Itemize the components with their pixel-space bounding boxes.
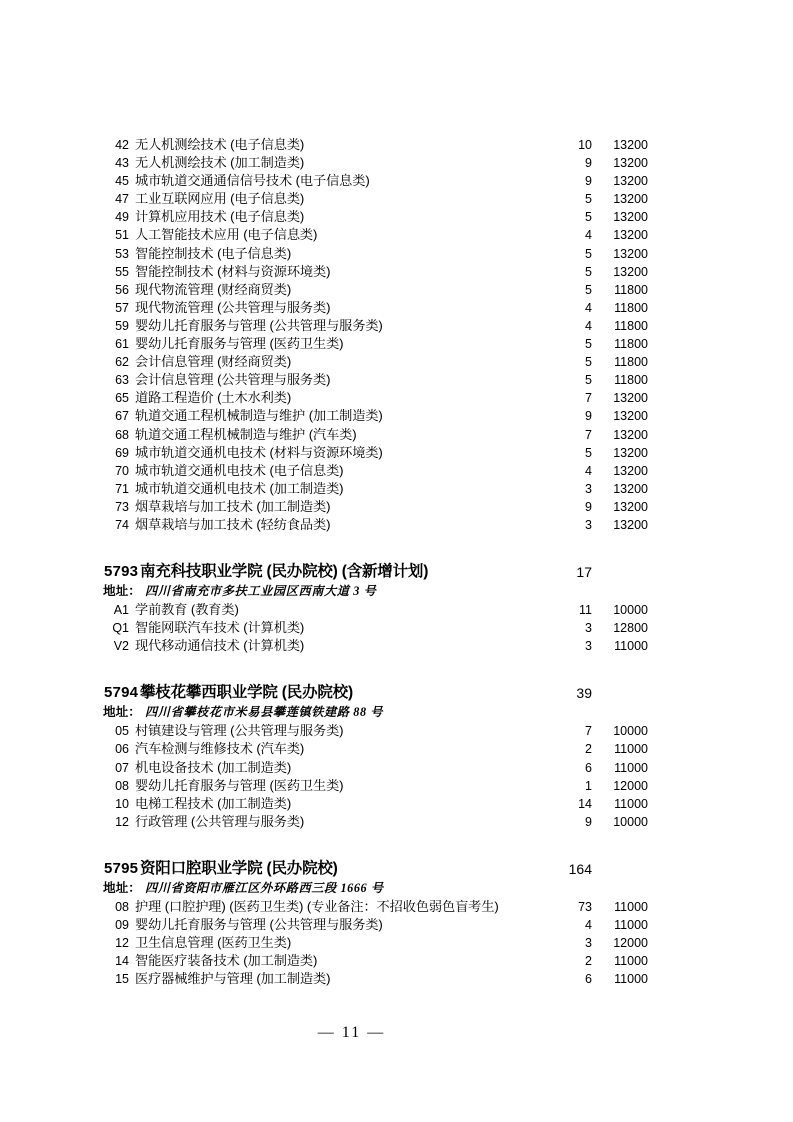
major-name: 智能网联汽车技术 (计算机类)	[135, 620, 305, 636]
major-code: 53	[115, 246, 129, 261]
school-name: 攀枝花攀西职业学院 (民办院校)	[140, 684, 353, 702]
major-plan-count: 7	[585, 724, 592, 739]
major-name: 会计信息管理 (公共管理与服务类)	[135, 372, 331, 388]
major-row	[103, 795, 663, 813]
major-plan-count: 7	[585, 391, 592, 406]
major-plan-count: 6	[585, 972, 592, 987]
major-row	[103, 601, 663, 619]
major-name: 智能控制技术 (电子信息类)	[135, 245, 292, 261]
major-plan-count: 3	[585, 481, 592, 496]
school-code: 5795	[104, 859, 139, 877]
major-plan-count: 5	[585, 337, 592, 352]
major-code: 09	[115, 918, 129, 932]
major-name: 会计信息管理 (财经商贸类)	[135, 354, 292, 370]
major-code: 47	[115, 192, 129, 207]
major-row	[103, 722, 663, 740]
major-row	[103, 916, 663, 934]
major-tuition-fee: 12000	[613, 936, 648, 951]
address-label: 地址：	[103, 705, 141, 720]
school-major-rows	[103, 898, 663, 988]
school-blocks	[103, 534, 663, 988]
major-code: 12	[115, 814, 129, 829]
major-plan-count: 9	[585, 814, 592, 829]
major-row	[103, 934, 663, 952]
major-name: 城市轨道交通通信信号技术 (电子信息类)	[135, 173, 370, 189]
major-tuition-fee: 13200	[613, 138, 648, 152]
major-row	[103, 245, 663, 263]
major-name: 烟草栽培与加工技术 (轻纺食品类)	[135, 516, 331, 532]
major-plan-count: 5	[585, 355, 592, 370]
major-tuition-fee: 13200	[613, 445, 648, 460]
major-row	[103, 226, 663, 244]
major-row	[103, 317, 663, 335]
major-code: 08	[115, 899, 129, 914]
major-plan-count: 5	[585, 264, 592, 279]
major-row	[103, 759, 663, 777]
major-name: 村镇建设与管理 (公共管理与服务类)	[135, 723, 344, 739]
major-code: A1	[113, 603, 129, 618]
major-name: 汽车检测与维修技术 (汽车类)	[135, 741, 305, 757]
major-tuition-fee: 13200	[613, 391, 648, 406]
major-name: 无人机测绘技术 (加工制造类)	[135, 155, 305, 171]
major-plan-count: 5	[585, 210, 592, 225]
major-plan-count: 4	[585, 463, 592, 478]
major-tuition-fee: 13200	[613, 210, 648, 225]
major-row	[103, 263, 663, 281]
major-plan-count: 9	[585, 499, 592, 514]
school-header	[103, 561, 663, 583]
major-tuition-fee: 10000	[613, 603, 648, 618]
major-tuition-fee: 10000	[613, 724, 648, 739]
school-total-count: 17	[576, 564, 592, 581]
major-name: 卫生信息管理 (医药卫生类)	[135, 935, 292, 951]
major-row	[103, 619, 663, 637]
page-number: — 11 —	[317, 1024, 386, 1041]
major-code: 63	[115, 373, 129, 388]
major-tuition-fee: 13200	[613, 517, 648, 532]
major-code: 10	[115, 796, 129, 811]
major-code: 65	[115, 391, 129, 406]
major-code: 07	[115, 760, 129, 775]
major-row	[103, 444, 663, 462]
major-row	[103, 970, 663, 988]
major-plan-count: 3	[585, 639, 592, 654]
school-header	[103, 682, 663, 704]
major-name: 电梯工程技术 (加工制造类)	[135, 795, 292, 811]
major-plan-count: 1	[585, 778, 592, 793]
major-code: 56	[115, 282, 129, 297]
major-name: 计算机应用技术 (电子信息类)	[135, 209, 305, 225]
major-row	[103, 353, 663, 371]
address-text: 四川省南充市多扶工业园区西南大道 3 号	[145, 584, 377, 599]
major-code: 55	[115, 264, 129, 279]
address-label: 地址：	[103, 584, 141, 599]
major-plan-count: 73	[578, 899, 592, 914]
major-code: 43	[115, 156, 129, 171]
major-code: 14	[115, 954, 129, 969]
major-plan-count: 4	[585, 300, 592, 315]
major-code: 61	[115, 337, 129, 352]
major-plan-count: 5	[585, 246, 592, 261]
major-plan-count: 2	[585, 742, 592, 757]
major-tuition-fee: 12800	[613, 621, 648, 636]
major-plan-count: 9	[585, 156, 592, 171]
school-total-count: 164	[568, 860, 592, 877]
major-plan-count: 6	[585, 760, 592, 775]
plan-listing	[103, 136, 663, 988]
major-name: 城市轨道交通机电技术 (加工制造类)	[135, 480, 344, 496]
major-name: 婴幼儿托育服务与管理 (医药卫生类)	[135, 777, 344, 793]
major-plan-count: 5	[585, 445, 592, 460]
major-tuition-fee: 13200	[613, 427, 648, 442]
major-tuition-fee: 11800	[614, 300, 648, 315]
major-plan-count: 3	[585, 517, 592, 532]
major-name: 城市轨道交通机电技术 (电子信息类)	[135, 462, 344, 478]
major-name: 轨道交通工程机械制造与维护 (加工制造类)	[135, 408, 383, 424]
address-label: 地址：	[103, 880, 141, 895]
major-row	[103, 190, 663, 208]
major-tuition-fee: 13200	[613, 228, 648, 243]
major-name: 婴幼儿托育服务与管理 (医药卫生类)	[135, 336, 344, 352]
major-code: 51	[115, 228, 129, 243]
major-row	[103, 813, 663, 831]
continued-major-rows	[103, 136, 663, 534]
major-plan-count: 4	[585, 918, 592, 932]
major-name: 机电设备技术 (加工制造类)	[135, 759, 292, 775]
major-row	[103, 407, 663, 425]
major-name: 婴幼儿托育服务与管理 (公共管理与服务类)	[135, 917, 383, 932]
major-name: 智能医疗装备技术 (加工制造类)	[135, 953, 318, 969]
address-text: 四川省攀枝花市米易县攀莲镇铁建路 88 号	[145, 705, 384, 720]
major-code: 08	[115, 778, 129, 793]
major-row	[103, 498, 663, 516]
major-plan-count: 9	[585, 174, 592, 189]
major-code: 69	[115, 445, 129, 460]
major-name: 护理 (口腔护理) (医药卫生类) (专业备注：不招收色弱色盲考生)	[135, 898, 499, 914]
major-tuition-fee: 13200	[613, 481, 648, 496]
major-name: 工业互联网应用 (电子信息类)	[135, 191, 305, 207]
major-row	[103, 777, 663, 795]
school-major-rows	[103, 722, 663, 831]
major-code: V2	[113, 639, 129, 654]
school-code: 5794	[104, 684, 139, 702]
block-spacer	[103, 831, 663, 858]
major-tuition-fee: 11000	[614, 796, 648, 811]
major-code: 74	[115, 517, 129, 532]
major-code: 15	[115, 972, 129, 987]
major-code: 73	[115, 499, 129, 514]
major-tuition-fee: 11000	[614, 918, 648, 932]
major-tuition-fee: 13200	[613, 156, 648, 171]
school-name: 南充科技职业学院 (民办院校) (含新增计划)	[140, 563, 429, 581]
major-row	[103, 462, 663, 480]
major-row	[103, 154, 663, 172]
major-tuition-fee: 13200	[613, 246, 648, 261]
major-code: 67	[115, 409, 129, 424]
major-plan-count: 3	[585, 621, 592, 636]
major-name: 烟草栽培与加工技术 (加工制造类)	[135, 498, 331, 514]
school-header	[103, 858, 663, 880]
major-code: 45	[115, 174, 129, 189]
major-name: 现代物流管理 (财经商贸类)	[135, 281, 292, 297]
major-tuition-fee: 11800	[614, 373, 648, 388]
major-tuition-fee: 11000	[614, 899, 648, 914]
school-address-line	[103, 880, 663, 897]
major-row	[103, 426, 663, 444]
major-code: 59	[115, 318, 129, 333]
major-name: 人工智能技术应用 (电子信息类)	[135, 227, 318, 243]
major-tuition-fee: 13200	[613, 174, 648, 189]
major-tuition-fee: 11800	[614, 282, 648, 297]
major-row	[103, 740, 663, 758]
major-name: 现代物流管理 (公共管理与服务类)	[135, 299, 331, 315]
school-address-line	[103, 704, 663, 721]
major-row	[103, 371, 663, 389]
major-code: 42	[115, 138, 129, 152]
major-code: 70	[115, 463, 129, 478]
major-tuition-fee: 11800	[614, 337, 648, 352]
major-plan-count: 2	[585, 954, 592, 969]
major-plan-count: 5	[585, 282, 592, 297]
major-tuition-fee: 12000	[613, 778, 648, 793]
major-row	[103, 281, 663, 299]
major-tuition-fee: 11800	[614, 355, 648, 370]
major-name: 道路工程造价 (土木水利类)	[135, 390, 292, 406]
major-code: 71	[115, 481, 129, 496]
major-plan-count: 4	[585, 318, 592, 333]
major-tuition-fee: 13200	[613, 463, 648, 478]
major-name: 城市轨道交通机电技术 (材料与资源环境类)	[135, 444, 383, 460]
major-name: 现代移动通信技术 (计算机类)	[135, 638, 305, 654]
major-plan-count: 9	[585, 409, 592, 424]
school-major-rows	[103, 601, 663, 655]
major-plan-count: 7	[585, 427, 592, 442]
block-spacer	[103, 655, 663, 682]
major-tuition-fee: 11000	[614, 760, 648, 775]
major-tuition-fee: 13200	[613, 192, 648, 207]
major-row	[103, 952, 663, 970]
major-row	[103, 480, 663, 498]
major-code: 62	[115, 355, 129, 370]
major-row	[103, 335, 663, 353]
major-code: 05	[115, 724, 129, 739]
major-row	[103, 637, 663, 655]
major-row	[103, 172, 663, 190]
major-tuition-fee: 11000	[614, 742, 648, 757]
school-block	[103, 561, 663, 655]
major-code: 57	[115, 300, 129, 315]
school-block	[103, 858, 663, 988]
major-name: 婴幼儿托育服务与管理 (公共管理与服务类)	[135, 317, 383, 333]
major-row	[103, 389, 663, 407]
school-block	[103, 682, 663, 831]
major-code: 06	[115, 742, 129, 757]
major-plan-count: 11	[579, 603, 592, 618]
major-tuition-fee: 11800	[614, 318, 648, 333]
major-tuition-fee: 11000	[614, 954, 648, 969]
major-code: 49	[115, 210, 129, 225]
major-plan-count: 10	[578, 138, 592, 152]
major-name: 智能控制技术 (材料与资源环境类)	[135, 263, 331, 279]
major-name: 轨道交通工程机械制造与维护 (汽车类)	[135, 426, 357, 442]
major-plan-count: 4	[585, 228, 592, 243]
major-tuition-fee: 13200	[613, 409, 648, 424]
major-tuition-fee: 11000	[614, 639, 648, 654]
major-row	[103, 136, 663, 154]
school-address-line	[103, 583, 663, 600]
major-name: 学前教育 (教育类)	[135, 602, 239, 618]
major-name: 行政管理 (公共管理与服务类)	[135, 813, 305, 829]
major-row	[103, 208, 663, 226]
school-code: 5793	[104, 563, 139, 581]
major-name: 无人机测绘技术 (电子信息类)	[135, 137, 305, 152]
block-spacer	[103, 534, 663, 561]
major-row	[103, 516, 663, 534]
major-tuition-fee: 11000	[614, 972, 648, 987]
major-plan-count: 14	[578, 796, 592, 811]
major-code: Q1	[112, 621, 129, 636]
address-text: 四川省资阳市雁江区外环路西三段 1666 号	[145, 880, 384, 895]
major-code: 68	[115, 427, 129, 442]
school-total-count: 39	[576, 685, 592, 702]
major-plan-count: 3	[585, 936, 592, 951]
major-plan-count: 5	[585, 373, 592, 388]
school-name: 资阳口腔职业学院 (民办院校)	[140, 859, 338, 877]
major-row	[103, 299, 663, 317]
major-name: 医疗器械维护与管理 (加工制造类)	[135, 971, 331, 987]
major-row	[103, 898, 663, 916]
major-tuition-fee: 13200	[613, 264, 648, 279]
major-code: 12	[115, 936, 129, 951]
major-plan-count: 5	[585, 192, 592, 207]
major-tuition-fee: 10000	[613, 814, 648, 829]
major-tuition-fee: 13200	[613, 499, 648, 514]
